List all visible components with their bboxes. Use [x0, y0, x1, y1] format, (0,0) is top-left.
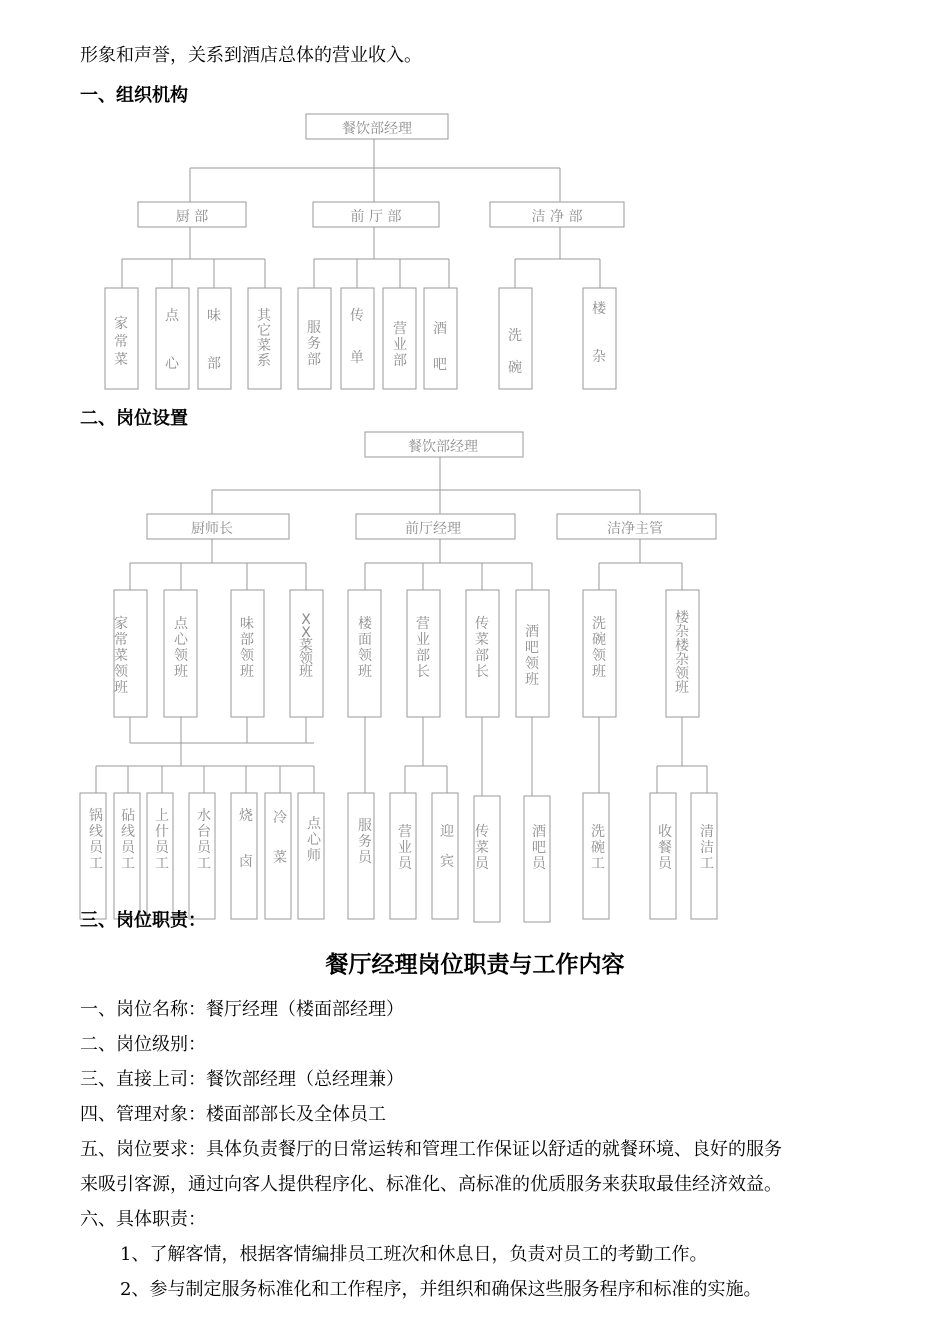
svg-text:楼杂: 楼杂: [592, 301, 606, 365]
svg-text:上什员工: 上什员工: [155, 808, 169, 872]
line-duty-2: 2、参与制定服务标准化和工作程序，并组织和确保这些服务程序和标准的实施。: [120, 1279, 762, 1300]
svg-text:洗碗领班: 洗碗领班: [592, 616, 606, 680]
section-heading-org: 一、组织机构: [80, 85, 188, 106]
svg-text:家常菜领班: 家常菜领班: [114, 616, 128, 696]
line-post-level: 二、岗位级别：: [80, 1034, 206, 1055]
svg-text:味部: 味部: [207, 308, 221, 372]
doc-title: 餐厅经理岗位职责与工作内容: [325, 952, 625, 978]
post-manager-label: 洁净主管: [607, 521, 663, 537]
svg-text:酒吧领班: 酒吧领班: [525, 624, 539, 688]
svg-text:服务部: 服务部: [307, 320, 321, 368]
org-dept-label: 洁 净 部: [531, 209, 583, 225]
svg-text:烧卤: 烧卤: [239, 808, 253, 870]
section-heading-duties: 三、岗位职责：: [80, 910, 206, 931]
svg-text:酒吧: 酒吧: [433, 321, 447, 373]
line-post-name: 一、岗位名称：餐厅经理（楼面部经理）: [80, 999, 404, 1020]
post-lead-bar: [516, 590, 549, 717]
post-staff-wok: [80, 793, 106, 919]
svg-text:迎宾: 迎宾: [440, 824, 454, 870]
svg-text:其它菜系: 其它菜系: [257, 308, 271, 369]
svg-text:点心: 点心: [165, 308, 179, 372]
post-lead-xx: [290, 590, 323, 717]
post-lead-runner: [466, 590, 499, 717]
svg-text:传菜员: 传菜员: [475, 824, 489, 872]
org-top-label: 餐饮部经理: [342, 121, 412, 137]
svg-text:洗碗: 洗碗: [508, 328, 522, 376]
post-staff-busser: [650, 793, 676, 919]
post-staff-cleaner: [691, 793, 717, 919]
post-manager-label: 厨师长: [191, 521, 233, 537]
svg-text:楼面领班: 楼面领班: [358, 616, 372, 680]
svg-text:营业部长: 营业部长: [416, 616, 430, 680]
line-duty-1: 1、了解客情，根据客情编排员工班次和休息日，负责对员工的考勤工作。: [120, 1244, 708, 1265]
line-duties-heading: 六、具体职责：: [80, 1209, 206, 1230]
post-lead-dimsum: [164, 590, 197, 717]
svg-text:XX菜领班: X X 菜领班: [299, 612, 313, 680]
line-requirements-1: 五、岗位要求：具体负责餐厅的日常运转和管理工作保证以舒适的就餐环境、良好的服务: [80, 1139, 782, 1160]
line-subordinates: 四、管理对象：楼面部部长及全体员工: [80, 1104, 386, 1125]
post-lead-misc: [666, 590, 699, 717]
post-top-label: 餐饮部经理: [408, 439, 478, 455]
post-staff-shangshi: [147, 793, 173, 919]
svg-text:冷菜: 冷菜: [273, 810, 287, 866]
post-lead-floor: [348, 590, 381, 717]
svg-text:水台员工: 水台员工: [197, 808, 211, 872]
svg-text:营业员: 营业员: [398, 824, 412, 872]
post-lead-flavor: [231, 590, 264, 717]
svg-text:砧线员工: 砧线员工: [121, 808, 135, 872]
section-heading-posts: 二、岗位设置: [80, 408, 188, 429]
post-lead-sales: [407, 590, 440, 717]
svg-text:服务员: 服务员: [358, 818, 372, 866]
post-staff-runner: [474, 796, 500, 922]
post-staff-pastry: [298, 793, 324, 919]
svg-text:营业部: 营业部: [393, 321, 407, 369]
post-staff-roast: [231, 793, 257, 919]
svg-text:家常菜: 家常菜: [114, 316, 128, 368]
post-staff-greeter: [432, 793, 458, 919]
org-dept-label: 厨 部: [175, 209, 209, 225]
post-staff-sales: [390, 793, 416, 919]
svg-text:收餐员: 收餐员: [658, 824, 672, 872]
svg-text:点心师: 点心师: [307, 816, 321, 864]
svg-text:传菜部长: 传菜部长: [475, 616, 489, 680]
line-supervisor: 三、直接上司：餐饮部经理（总经理兼）: [80, 1069, 404, 1090]
svg-text:传单: 传单: [350, 308, 364, 366]
intro-line: 形象和声誉，关系到酒店总体的营业收入。: [80, 45, 422, 66]
post-staff-bartender: [524, 796, 550, 922]
org-dept-label: 前 厅 部: [350, 209, 402, 225]
post-staff-cold: [265, 793, 291, 919]
svg-text:酒吧员: 酒吧员: [532, 824, 546, 872]
post-staff-waiter: [348, 793, 374, 919]
post-staff-watertable: [189, 793, 215, 919]
svg-text:清洁工: 清洁工: [700, 824, 714, 872]
svg-text:点心领班: 点心领班: [174, 616, 188, 680]
post-manager-label: 前厅经理: [405, 521, 461, 537]
post-staff-dishwasher: [583, 793, 609, 919]
post-lead-homestyle: [114, 590, 147, 717]
svg-text:锅线员工: 锅线员工: [89, 808, 103, 872]
svg-text:楼杂楼杂领班: 楼杂楼杂领班: [675, 610, 689, 696]
svg-text:味部领班: 味部领班: [240, 616, 254, 680]
post-staff-chopping: [114, 793, 140, 919]
svg-text:洗碗工: 洗碗工: [591, 824, 605, 872]
line-requirements-2: 来吸引客源，通过向客人提供程序化、标准化、高标准的优质服务来获取最佳经济效益。: [80, 1174, 782, 1195]
post-lead-dishwash: [583, 590, 616, 717]
